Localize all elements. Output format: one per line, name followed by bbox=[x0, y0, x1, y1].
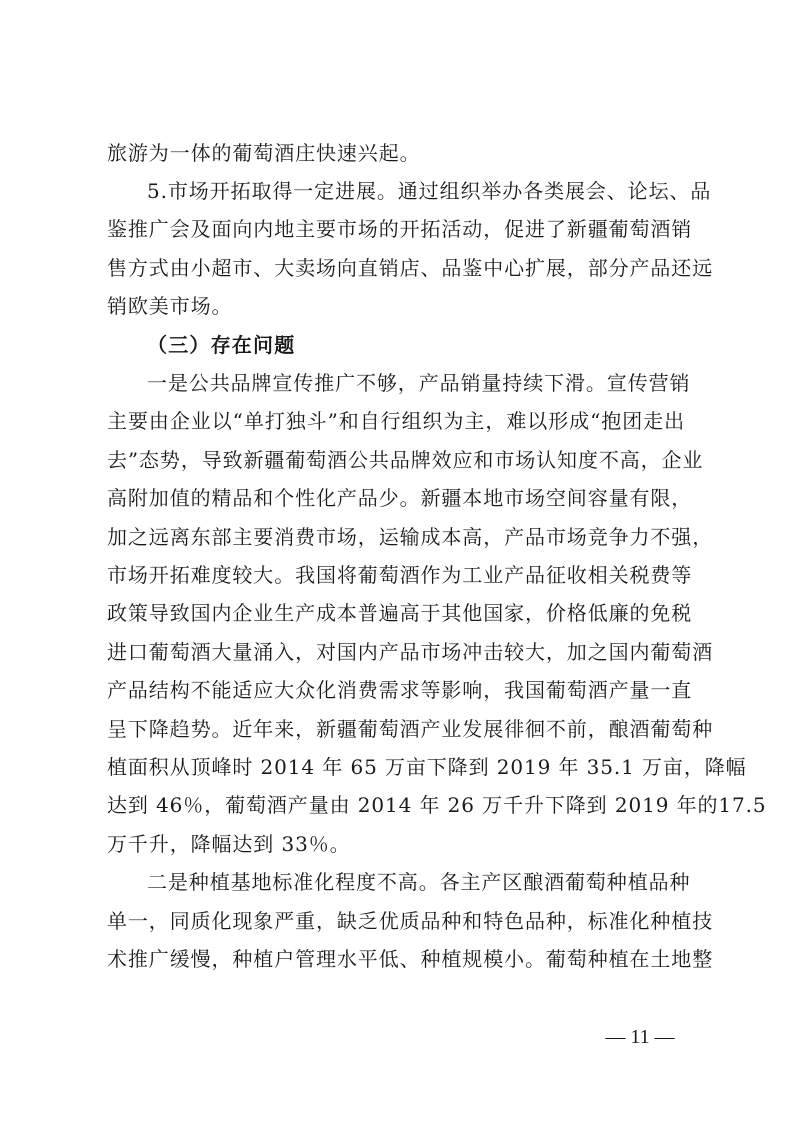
paragraph-line: 主要由企业以“单打独斗”和自行组织为主，难以形成“抱团走出 bbox=[107, 409, 685, 433]
paragraph-line: 售方式由小超市、大卖场向直销店、品鉴中心扩展，部分产品还远 bbox=[107, 256, 714, 280]
paragraph-line: 术推广缓慢，种植户管理水平低、种植规模小。葡萄种植在土地整 bbox=[107, 947, 714, 971]
paragraph-line: 政策导致国内企业生产成本普遍高于其他国家，价格低廉的免税 bbox=[107, 601, 693, 625]
paragraph-line: 销欧美市场。 bbox=[107, 294, 233, 318]
section-heading: （三）存在问题 bbox=[147, 333, 296, 357]
paragraph-line: 进口葡萄酒大量涌入，对国内产品市场冲击较大，加之国内葡萄酒 bbox=[107, 640, 714, 664]
paragraph-line: 一是公共品牌宣传推广不够，产品销量持续下滑。宣传营销 bbox=[147, 371, 691, 395]
paragraph-line: 加之远离东部主要消费市场，运输成本高，产品市场竞争力不强， bbox=[107, 525, 714, 549]
paragraph-line: 鉴推广会及面向内地主要市场的开拓活动，促进了新疆葡萄酒销 bbox=[107, 217, 693, 241]
paragraph-line: 万千升，降幅达到 33％。 bbox=[107, 832, 351, 856]
paragraph-line: 产品结构不能适应大众化消费需求等影响，我国葡萄酒产量一直 bbox=[107, 678, 693, 702]
paragraph-line: 5.市场开拓取得一定进展。通过组织举办各类展会、论坛、品 bbox=[147, 179, 712, 203]
paragraph-line: 植面积从顶峰时 2014 年 65 万亩下降到 2019 年 35.1 万亩，降幅 bbox=[107, 755, 747, 779]
paragraph-line: 呈下降趋势。近年来，新疆葡萄酒产业发展徘徊不前，酿酒葡萄种 bbox=[107, 717, 714, 741]
paragraph-line: 达到 46％，葡萄酒产量由 2014 年 26 万千升下降到 2019 年的17.5 bbox=[107, 793, 767, 817]
paragraph-line: 单一，同质化现象严重，缺乏优质品种和特色品种，标准化种植技 bbox=[107, 909, 714, 933]
paragraph-line: 二是种植基地标准化程度不高。各主产区酿酒葡萄种植品种 bbox=[147, 870, 691, 894]
paragraph-line: 旅游为一体的葡萄酒庄快速兴起。 bbox=[107, 141, 421, 165]
paragraph-line: 高附加值的精品和个性化产品少。新疆本地市场空间容量有限， bbox=[107, 486, 693, 510]
paragraph-line: 市场开拓难度较大。我国将葡萄酒作为工业产品征收相关税费等 bbox=[107, 563, 693, 587]
page-number: — 11 — bbox=[605, 1026, 675, 1048]
paragraph-line: 去”态势，导致新疆葡萄酒公共品牌效应和市场认知度不高，企业 bbox=[107, 448, 704, 472]
